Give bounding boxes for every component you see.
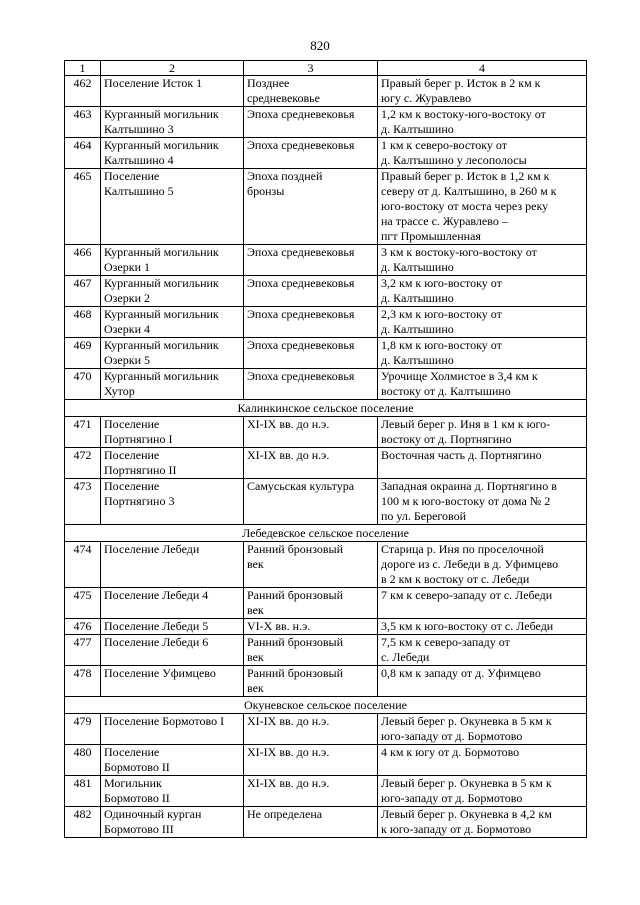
monument-period: Эпоха средневековья xyxy=(244,307,378,338)
monument-name: Поселение Бормотово II xyxy=(101,745,244,776)
monument-location: Правый берег р. Исток в 1,2 км к северу от д. Калтышино, в 260 м к юго-востоку от моста через реку на трассе с. Журавлево – пгт Промышленная xyxy=(378,169,587,245)
row-number: 467 xyxy=(65,276,101,307)
column-header: 1 xyxy=(65,61,101,76)
monument-name: Поселение Лебеди 6 xyxy=(101,635,244,666)
monument-location: 7 км к северо-западу от с. Лебеди xyxy=(378,588,587,619)
monument-location: Левый берег р. Окуневка в 5 км к юго-западу от д. Бормотово xyxy=(378,776,587,807)
table-row xyxy=(65,588,587,619)
table-row xyxy=(65,417,587,448)
row-number: 475 xyxy=(65,588,101,619)
table-header-row xyxy=(65,61,587,76)
row-number: 472 xyxy=(65,448,101,479)
table-row xyxy=(65,542,587,588)
monument-name: Курганный могильник Озерки 2 xyxy=(101,276,244,307)
monument-location: 3,2 км к юго-востоку от д. Калтышино xyxy=(378,276,587,307)
row-number: 466 xyxy=(65,245,101,276)
monument-period: Эпоха средневековья xyxy=(244,107,378,138)
monument-location: Западная окраина д. Портнягино в 100 м к юго-востоку от дома № 2 по ул. Береговой xyxy=(378,479,587,525)
monument-period: VI-X вв. н.э. xyxy=(244,619,378,635)
monument-period: Не определена xyxy=(244,807,378,838)
monument-name: Курганный могильник Калтышино 4 xyxy=(101,138,244,169)
table-row xyxy=(65,369,587,400)
monument-name: Поселение Калтышино 5 xyxy=(101,169,244,245)
monument-period: Ранний бронзовый век xyxy=(244,588,378,619)
section-row xyxy=(65,400,587,417)
monument-name: Курганный могильник Озерки 5 xyxy=(101,338,244,369)
row-number: 480 xyxy=(65,745,101,776)
monument-location: Восточная часть д. Портнягино xyxy=(378,448,587,479)
row-number: 481 xyxy=(65,776,101,807)
row-number: 469 xyxy=(65,338,101,369)
monument-location: 1 км к северо-востоку от д. Калтышино у лесополосы xyxy=(378,138,587,169)
monument-location: Левый берег р. Окуневка в 4,2 км к юго-западу от д. Бормотово xyxy=(378,807,587,838)
monument-period: XI-IX вв. до н.э. xyxy=(244,448,378,479)
monument-name: Поселение Портнягино 3 xyxy=(101,479,244,525)
monuments-table xyxy=(64,60,587,838)
column-header: 3 xyxy=(244,61,378,76)
monument-name: Поселение Исток 1 xyxy=(101,76,244,107)
monument-name: Поселение Бормотово I xyxy=(101,714,244,745)
monument-location: 1,8 км к юго-востоку от д. Калтышино xyxy=(378,338,587,369)
row-number: 462 xyxy=(65,76,101,107)
monument-period: Эпоха поздней бронзы xyxy=(244,169,378,245)
row-number: 479 xyxy=(65,714,101,745)
table-row xyxy=(65,448,587,479)
table-row xyxy=(65,307,587,338)
monument-period: XI-IX вв. до н.э. xyxy=(244,417,378,448)
table-row xyxy=(65,714,587,745)
monument-location: 2,3 км к юго-востоку от д. Калтышино xyxy=(378,307,587,338)
section-title: Лебедевское сельское поселение xyxy=(65,525,587,542)
table-row xyxy=(65,76,587,107)
monument-period: Позднее средневековье xyxy=(244,76,378,107)
table-row xyxy=(65,776,587,807)
row-number: 473 xyxy=(65,479,101,525)
monument-location: Левый берег р. Окуневка в 5 км к юго-западу от д. Бормотово xyxy=(378,714,587,745)
monument-location: 4 км к югу от д. Бормотово xyxy=(378,745,587,776)
row-number: 482 xyxy=(65,807,101,838)
monument-name: Курганный могильник Хутор xyxy=(101,369,244,400)
row-number: 478 xyxy=(65,666,101,697)
row-number: 463 xyxy=(65,107,101,138)
monument-period: Самусьская культура xyxy=(244,479,378,525)
monument-name: Курганный могильник Озерки 4 xyxy=(101,307,244,338)
monument-name: Поселение Портнягино II xyxy=(101,448,244,479)
monument-period: Эпоха средневековья xyxy=(244,138,378,169)
monument-period: XI-IX вв. до н.э. xyxy=(244,745,378,776)
monument-period: Ранний бронзовый век xyxy=(244,666,378,697)
monument-location: 3 км к востоку-юго-востоку от д. Калтышино xyxy=(378,245,587,276)
monument-name: Поселение Лебеди xyxy=(101,542,244,588)
table-row xyxy=(65,745,587,776)
table-row xyxy=(65,635,587,666)
table-row xyxy=(65,479,587,525)
section-row xyxy=(65,525,587,542)
row-number: 464 xyxy=(65,138,101,169)
row-number: 474 xyxy=(65,542,101,588)
monument-period: Эпоха средневековья xyxy=(244,276,378,307)
monument-location: Урочище Холмистое в 3,4 км к востоку от д. Калтышино xyxy=(378,369,587,400)
monument-name: Поселение Лебеди 5 xyxy=(101,619,244,635)
monument-period: Ранний бронзовый век xyxy=(244,542,378,588)
table-row xyxy=(65,666,587,697)
monument-name: Поселение Уфимцево xyxy=(101,666,244,697)
monument-period: Эпоха средневековья xyxy=(244,369,378,400)
monument-location: 0,8 км к западу от д. Уфимцево xyxy=(378,666,587,697)
row-number: 468 xyxy=(65,307,101,338)
row-number: 470 xyxy=(65,369,101,400)
monument-location: 7,5 км к северо-западу от с. Лебеди xyxy=(378,635,587,666)
table-row xyxy=(65,619,587,635)
monument-period: Ранний бронзовый век xyxy=(244,635,378,666)
monument-period: Эпоха средневековья xyxy=(244,245,378,276)
monument-name: Поселение Портнягино I xyxy=(101,417,244,448)
table-row xyxy=(65,245,587,276)
row-number: 477 xyxy=(65,635,101,666)
monument-name: Курганный могильник Озерки 1 xyxy=(101,245,244,276)
column-header: 4 xyxy=(378,61,587,76)
row-number: 476 xyxy=(65,619,101,635)
monument-name: Поселение Лебеди 4 xyxy=(101,588,244,619)
column-header: 2 xyxy=(101,61,244,76)
table-row xyxy=(65,107,587,138)
monument-location: Левый берег р. Иня в 1 км к юго- востоку от д. Портнягино xyxy=(378,417,587,448)
monument-name: Курганный могильник Калтышино 3 xyxy=(101,107,244,138)
table-row xyxy=(65,276,587,307)
monument-period: XI-IX вв. до н.э. xyxy=(244,776,378,807)
section-row xyxy=(65,697,587,714)
monument-location: 1,2 км к востоку-юго-востоку от д. Калтышино xyxy=(378,107,587,138)
table-row xyxy=(65,807,587,838)
monument-name: Могильник Бормотово II xyxy=(101,776,244,807)
page-number: 820 xyxy=(310,38,330,53)
section-title: Окуневское сельское поселение xyxy=(65,697,587,714)
table-row xyxy=(65,338,587,369)
monument-location: 3,5 км к юго-востоку от с. Лебеди xyxy=(378,619,587,635)
monument-location: Старица р. Иня по проселочной дороге из с. Лебеди в д. Уфимцево в 2 км к востоку от с. Лебеди xyxy=(378,542,587,588)
monument-name: Одиночный курган Бормотово III xyxy=(101,807,244,838)
row-number: 471 xyxy=(65,417,101,448)
monument-period: XI-IX вв. до н.э. xyxy=(244,714,378,745)
table-row xyxy=(65,169,587,245)
monument-location: Правый берег р. Исток в 2 км к югу с. Журавлево xyxy=(378,76,587,107)
row-number: 465 xyxy=(65,169,101,245)
monument-period: Эпоха средневековья xyxy=(244,338,378,369)
table-row xyxy=(65,138,587,169)
section-title: Калинкинское сельское поселение xyxy=(65,400,587,417)
